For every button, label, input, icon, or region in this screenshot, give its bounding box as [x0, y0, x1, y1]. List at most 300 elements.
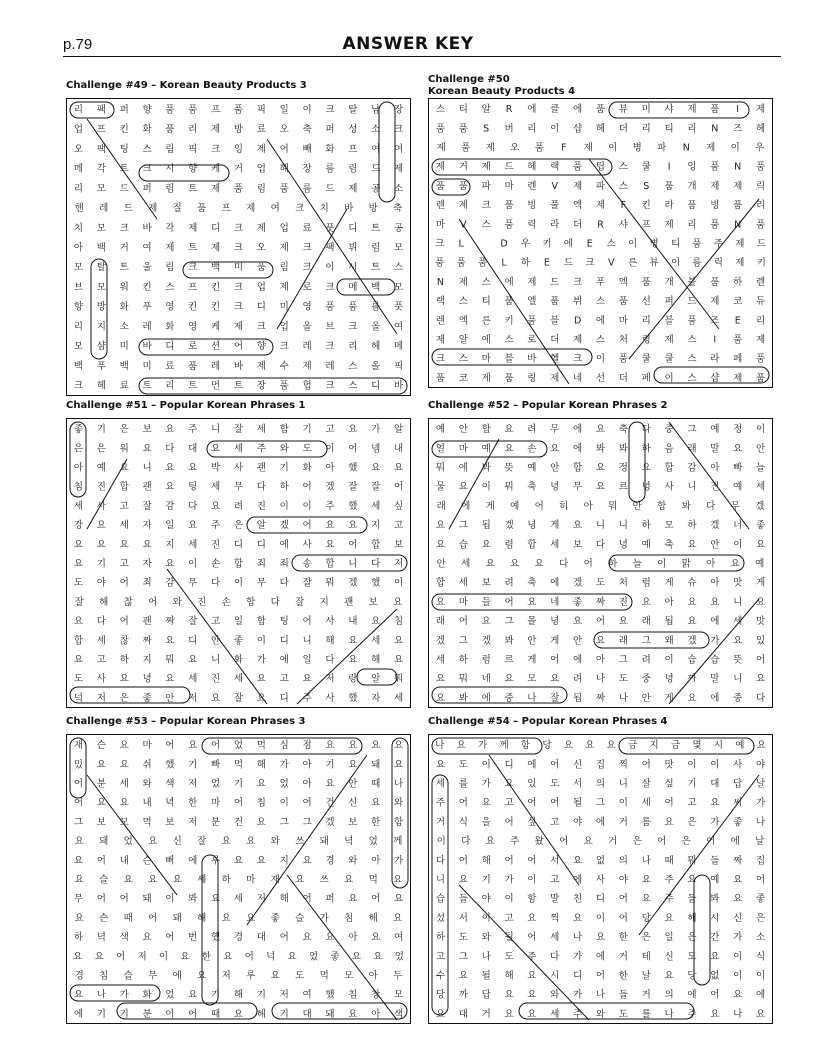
grid-letter: 먹	[368, 874, 378, 886]
grid-letter: 요	[687, 616, 697, 628]
grid-letter: 당	[687, 970, 697, 982]
grid-letter: 워	[119, 443, 129, 455]
grid-letter: 말	[550, 893, 560, 905]
grid-letter: 죄	[256, 558, 266, 570]
grid-letter: 질	[172, 203, 182, 215]
grid-letter: 어	[211, 740, 221, 752]
grid-letter: 고	[279, 673, 289, 685]
grid-letter: 리	[527, 123, 537, 135]
grid-letter: 은	[687, 816, 697, 828]
grid-letter: 랙	[435, 296, 446, 308]
grid-letter: 때	[664, 855, 674, 867]
grid-letter: 요	[485, 836, 495, 848]
grid-letter: 요	[710, 951, 720, 963]
grid-letter: 예	[710, 874, 720, 886]
grid-letter: 음	[664, 443, 674, 455]
grid-letter: 엘	[527, 296, 537, 308]
grid-letter: 사	[325, 616, 335, 628]
grid-letter: 날	[755, 836, 765, 848]
grid-letter: 품	[458, 180, 468, 192]
grid-letter: 뭐	[325, 577, 335, 589]
grid-letter: 제	[733, 372, 743, 384]
grid-letter: 사	[664, 481, 674, 493]
grid-letter: 뜻	[504, 462, 514, 474]
grid-letter: 와	[550, 989, 560, 1001]
grid-letter: 어	[755, 874, 766, 886]
grid-letter: 이	[657, 558, 667, 570]
grid-letter: 강	[73, 520, 84, 532]
grid-letter: 슈	[687, 577, 697, 589]
grid-letter: 어	[188, 1008, 198, 1020]
grid-letter: 엑	[618, 276, 628, 288]
grid-letter: 건	[233, 816, 244, 828]
grid-letter: 릭	[527, 219, 537, 231]
grid-letter: 름	[692, 257, 702, 269]
grid-letter: 화	[119, 301, 129, 313]
grid-letter: 은	[687, 932, 697, 944]
grid-letter: 화	[142, 124, 152, 136]
grid-letter: 다	[706, 500, 716, 512]
grid-letter: V	[607, 257, 615, 269]
grid-letter: 넉	[266, 951, 276, 963]
grid-letter: 다	[256, 481, 266, 493]
grid-letter: 크	[573, 276, 583, 288]
puzzle-title: Challenge #51 – Popular Korean Phrases 1	[66, 400, 306, 411]
grid-letter: 와	[393, 797, 404, 809]
grid-letter: 뷔	[348, 242, 358, 254]
grid-letter: 합	[573, 462, 583, 474]
grid-letter: 슨	[142, 855, 152, 867]
grid-letter: 픽	[188, 143, 198, 155]
grid-letter: 기	[96, 558, 106, 570]
grid-letter: 프	[211, 104, 221, 116]
grid-letter: 화	[302, 462, 312, 474]
grid-letter: 디	[504, 759, 514, 771]
grid-letter: 이	[670, 257, 681, 269]
grid-letter: 즈	[710, 315, 720, 327]
grid-letter: 바	[393, 380, 404, 392]
grid-letter: 보	[165, 816, 175, 828]
grid-letter: 어	[96, 893, 106, 905]
grid-letter: 어	[233, 797, 244, 809]
grid-letter: 요	[96, 797, 106, 809]
grid-letter: 은	[755, 912, 766, 924]
grid-letter: 고	[687, 797, 697, 809]
grid-letter: 남	[371, 104, 381, 116]
grid-letter: 예	[510, 500, 520, 512]
grid-letter: 제	[256, 360, 266, 372]
grid-letter: 어	[559, 836, 569, 848]
grid-letter: 경	[233, 932, 244, 944]
grid-letter: 어	[527, 797, 537, 809]
grid-letter: 요	[458, 874, 468, 886]
grid-letter: 어	[550, 759, 560, 771]
grid-letter: 요	[664, 970, 674, 982]
grid-letter: 었	[394, 951, 404, 963]
grid-letter: 니	[595, 520, 606, 532]
grid-letter: 제	[706, 142, 716, 154]
grid-letter: 겠	[348, 577, 358, 589]
grid-letter: 합	[279, 424, 289, 436]
grid-letter: 좋	[270, 912, 280, 924]
grid-letter: 고	[504, 797, 514, 809]
grid-letter: 그	[302, 816, 312, 828]
grid-letter: 스	[687, 372, 697, 384]
grid-letter: 스	[142, 143, 152, 155]
grid-letter: 두	[393, 970, 403, 982]
grid-letter: 아	[595, 654, 606, 666]
grid-letter: S	[643, 180, 650, 192]
grid-letter: 습	[458, 539, 468, 551]
grid-letter: 까	[458, 989, 468, 1001]
grid-letter: 렌	[527, 180, 537, 192]
grid-letter: 은	[641, 932, 651, 944]
grid-letter: 오	[510, 142, 520, 154]
grid-letter: 크	[393, 124, 404, 136]
grid-letter: 야	[96, 577, 106, 589]
grid-letter: 은	[632, 836, 642, 848]
grid-letter: 름	[371, 301, 381, 313]
grid-letter: 요	[302, 932, 312, 944]
grid-letter: 도	[458, 759, 468, 771]
grid-letter: 요	[348, 424, 358, 436]
grid-letter: 대	[188, 443, 198, 455]
grid-letter: 물	[435, 481, 446, 493]
grid-letter: 색	[165, 778, 175, 790]
grid-letter: 시	[165, 163, 175, 175]
grid-letter: 늘	[755, 462, 766, 474]
grid-letter: 제	[256, 143, 266, 155]
grid-letter: 보	[142, 424, 152, 436]
grid-letter: 신	[348, 797, 358, 809]
grid-letter: 크	[302, 242, 312, 254]
grid-letter: 요	[351, 951, 361, 963]
grid-letter: 품	[504, 296, 514, 308]
grid-letter: 합	[657, 500, 667, 512]
grid-letter: 요	[211, 893, 221, 905]
grid-letter: 푸	[96, 360, 106, 372]
grid-letter: 요	[435, 520, 446, 532]
grid-letter: 소	[119, 321, 129, 333]
grid-letter: 미	[279, 301, 289, 313]
grid-letter: 합	[73, 635, 84, 647]
grid-letter: 말	[710, 443, 720, 455]
grid-letter: 세	[233, 673, 244, 685]
grid-letter: 먹	[319, 970, 329, 982]
grid-letter: 백	[96, 242, 106, 254]
grid-letter: 했	[371, 577, 381, 589]
grid-letter: 될	[481, 970, 491, 982]
grid-letter: 좋	[233, 635, 244, 647]
grid-letter: 뷔	[573, 296, 583, 308]
grid-letter: 백	[371, 281, 381, 293]
grid-letter: 세	[755, 481, 766, 493]
grid-letter: 었	[123, 836, 133, 848]
grid-letter: 잘	[550, 692, 560, 704]
grid-letter: 제	[664, 219, 674, 231]
grid-letter: 림	[165, 262, 175, 274]
grid-letter: 와	[172, 596, 182, 608]
grid-letter: 리	[755, 315, 766, 327]
grid-letter: 페	[641, 372, 651, 384]
grid-letter: E	[586, 238, 593, 250]
grid-letter: 잘	[142, 500, 152, 512]
grid-letter: 가	[256, 654, 266, 666]
grid-letter: 에	[595, 951, 606, 963]
grid-letter: 의	[618, 855, 628, 867]
grid-letter: 하	[119, 654, 129, 666]
grid-letter: 한	[371, 816, 381, 828]
grid-letter: 병	[649, 238, 659, 250]
grid-letter: 키	[542, 238, 552, 250]
grid-letter: 뷰	[649, 257, 659, 269]
grid-letter: 요	[96, 759, 106, 771]
grid-letter: 주	[687, 1008, 697, 1020]
grid-letter: 품	[618, 296, 628, 308]
grid-letter: 제	[573, 334, 583, 346]
grid-letter: 요	[180, 951, 190, 963]
grid-letter: 하	[458, 654, 468, 666]
grid-letter: 세	[233, 443, 244, 455]
grid-letter: 요	[393, 740, 404, 752]
grid-letter: 니	[211, 424, 221, 436]
grid-letter: 어	[393, 481, 404, 493]
grid-letter: 킨	[142, 281, 152, 293]
grid-letter: 요	[550, 443, 560, 455]
grid-letter: 어	[706, 836, 716, 848]
grid-letter: 손	[527, 443, 537, 455]
grid-letter: 바	[142, 341, 152, 353]
grid-letter: 요	[348, 635, 358, 647]
grid-letter: 디	[211, 222, 221, 234]
grid-letter: 고	[96, 654, 106, 666]
grid-letter: 래	[641, 616, 651, 628]
grid-letter: 더	[550, 334, 560, 346]
grid-letter: 어	[527, 855, 537, 867]
grid-letter: 거	[481, 1008, 491, 1020]
grid-letter: 헤	[371, 341, 381, 353]
grid-letter: 루	[211, 855, 221, 867]
grid-letter: 가	[371, 424, 381, 436]
grid-letter: 와	[348, 855, 358, 867]
grid-letter: 리	[755, 200, 766, 212]
grid-letter: 이	[165, 1008, 175, 1020]
grid-letter: 어	[302, 481, 312, 493]
grid-letter: 요	[710, 1008, 720, 1020]
grid-letter: 기	[687, 778, 697, 790]
grid-letter: 하	[641, 443, 651, 455]
grid-letter: 제	[435, 161, 446, 173]
grid-letter: 없	[595, 855, 606, 867]
grid-letter: 예	[641, 539, 651, 551]
grid-letter: 맑	[681, 558, 691, 570]
grid-letter: 미	[142, 360, 152, 372]
grid-letter: 와	[481, 932, 491, 944]
grid-letter: 제	[165, 242, 175, 254]
grid-letter: 요	[527, 596, 537, 608]
grid-letter: 기	[211, 989, 221, 1001]
grid-letter: 요	[481, 797, 491, 809]
grid-letter: 재	[73, 740, 84, 752]
grid-letter: 니	[687, 481, 697, 493]
grid-letter: 요	[233, 1008, 244, 1020]
grid-letter: 고	[550, 816, 560, 828]
grid-letter: 릭	[713, 257, 723, 269]
grid-letter: 요	[246, 912, 256, 924]
grid-letter: 팁	[595, 161, 606, 173]
grid-letter: 크	[325, 281, 335, 293]
grid-letter: 요	[325, 740, 335, 752]
grid-letter: 려	[573, 673, 583, 685]
grid-letter: 진	[96, 481, 106, 493]
grid-letter: 은	[119, 424, 129, 436]
grid-letter: 레	[211, 360, 221, 372]
grid-letter: 뭐	[504, 481, 514, 493]
grid-letter: 다	[96, 616, 106, 628]
grid-letter: 날	[755, 778, 766, 790]
grid-letter: 크	[119, 222, 129, 234]
grid-letter: 잉	[233, 143, 244, 155]
grid-letter: 영	[188, 321, 198, 333]
grid-letter: 케	[211, 321, 221, 333]
grid-letter: 요	[595, 932, 606, 944]
grid-letter: 예	[755, 558, 765, 570]
grid-letter: 고	[435, 951, 446, 963]
grid-letter: 에	[710, 616, 720, 628]
grid-letter: 요	[348, 654, 358, 666]
grid-letter: 트	[188, 242, 198, 254]
grid-letter: 디	[279, 692, 289, 704]
grid-letter: 모	[393, 989, 404, 1001]
grid-letter: 링	[641, 334, 651, 346]
grid-letter: 품	[435, 372, 446, 384]
grid-letter: 퍼	[119, 104, 129, 116]
grid-letter: 버	[504, 123, 514, 135]
grid-letter: 주	[256, 443, 266, 455]
grid-letter: V	[551, 180, 559, 192]
grid-letter: 그	[279, 816, 289, 828]
grid-letter: 집	[595, 759, 606, 771]
grid-letter: 식	[755, 951, 766, 963]
grid-letter: 이	[302, 104, 312, 116]
grid-letter: 이	[733, 951, 743, 963]
grid-letter: 이	[504, 893, 514, 905]
grid-letter: 요	[256, 778, 266, 790]
grid-letter: 먹	[142, 816, 152, 828]
grid-letter: 요	[165, 424, 175, 436]
grid-letter: 화	[142, 989, 152, 1001]
grid-letter: 이	[687, 759, 697, 771]
grid-letter: 이	[733, 970, 743, 982]
grid-letter: 축	[618, 424, 628, 436]
grid-letter: 세	[371, 500, 381, 512]
grid-letter: 요	[142, 539, 152, 551]
grid-letter: 품	[573, 161, 583, 173]
grid-letter: 합	[246, 596, 256, 608]
grid-letter: 헤	[755, 123, 766, 135]
grid-letter: 들	[618, 989, 628, 1001]
grid-letter: 들	[710, 855, 720, 867]
grid-letter: 내	[119, 855, 129, 867]
grid-letter: 고	[393, 520, 404, 532]
grid-letter: R	[597, 219, 604, 231]
grid-letter: 에	[573, 104, 583, 116]
grid-letter: 모	[96, 281, 106, 293]
grid-letter: 요	[96, 539, 106, 551]
grid-letter: 게	[664, 577, 674, 589]
grid-letter: 요	[348, 520, 358, 532]
grid-letter: 축	[302, 124, 312, 136]
grid-letter: 방	[96, 301, 106, 313]
grid-letter: 아	[371, 1008, 381, 1020]
grid-letter: 나	[733, 1008, 743, 1020]
grid-letter: 럼	[481, 654, 491, 666]
grid-letter: 요	[585, 740, 595, 752]
grid-letter: 얼	[435, 443, 446, 455]
grid-letter: 될	[504, 932, 514, 944]
grid-letter: 탈	[96, 262, 106, 274]
grid-letter: 다	[559, 558, 569, 570]
answer-oval	[379, 102, 395, 202]
grid-letter: 리	[641, 123, 651, 135]
grid-letter: 에	[563, 238, 573, 250]
grid-letter: 저	[188, 778, 198, 790]
grid-letter: 세	[119, 520, 129, 532]
grid-letter: 저	[96, 692, 106, 704]
grid-letter: 듀	[755, 296, 766, 308]
grid-letter: 엑	[458, 315, 468, 327]
grid-letter: 아	[302, 759, 312, 771]
grid-letter: 기	[279, 462, 289, 474]
grid-letter: 잘	[233, 424, 244, 436]
grid-letter: 요	[710, 596, 720, 608]
grid-letter: 디	[279, 635, 289, 647]
grid-letter: 아	[325, 462, 335, 474]
grid-letter: 아	[302, 778, 312, 790]
grid-letter: 세	[188, 673, 198, 685]
grid-letter: 어	[302, 520, 312, 532]
grid-letter: 보	[96, 816, 106, 828]
grid-letter: 돼	[99, 836, 109, 848]
grid-letter: 어	[664, 797, 674, 809]
grid-letter: 다	[165, 443, 175, 455]
grid-letter: 파	[657, 142, 667, 154]
grid-letter: 리	[73, 321, 84, 333]
grid-letter: 수	[435, 970, 446, 982]
grid-letter: 디	[573, 970, 583, 982]
grid-letter: 요	[348, 759, 358, 771]
grid-letter: 일	[279, 104, 289, 116]
grid-letter: 이	[256, 635, 266, 647]
grid-letter: 요	[211, 500, 221, 512]
grid-letter: 세	[371, 635, 381, 647]
grid-letter: 푸	[595, 276, 606, 288]
grid-letter: 몇	[692, 740, 702, 752]
grid-letter: 오	[279, 124, 289, 136]
grid-letter: 야	[755, 759, 766, 771]
grid-letter: 니	[211, 654, 221, 666]
grid-letter: 크	[233, 222, 244, 234]
grid-letter: 업	[279, 222, 289, 234]
grid-letter: 뭐	[435, 462, 446, 474]
grid-letter: 에	[573, 654, 583, 666]
grid-letter: 저	[256, 893, 266, 905]
grid-letter: 겠	[573, 577, 583, 589]
grid-letter: 안	[165, 692, 175, 704]
grid-letter: 안	[632, 500, 642, 512]
grid-letter: 들	[458, 893, 468, 905]
answer-diagonal	[459, 885, 589, 1020]
